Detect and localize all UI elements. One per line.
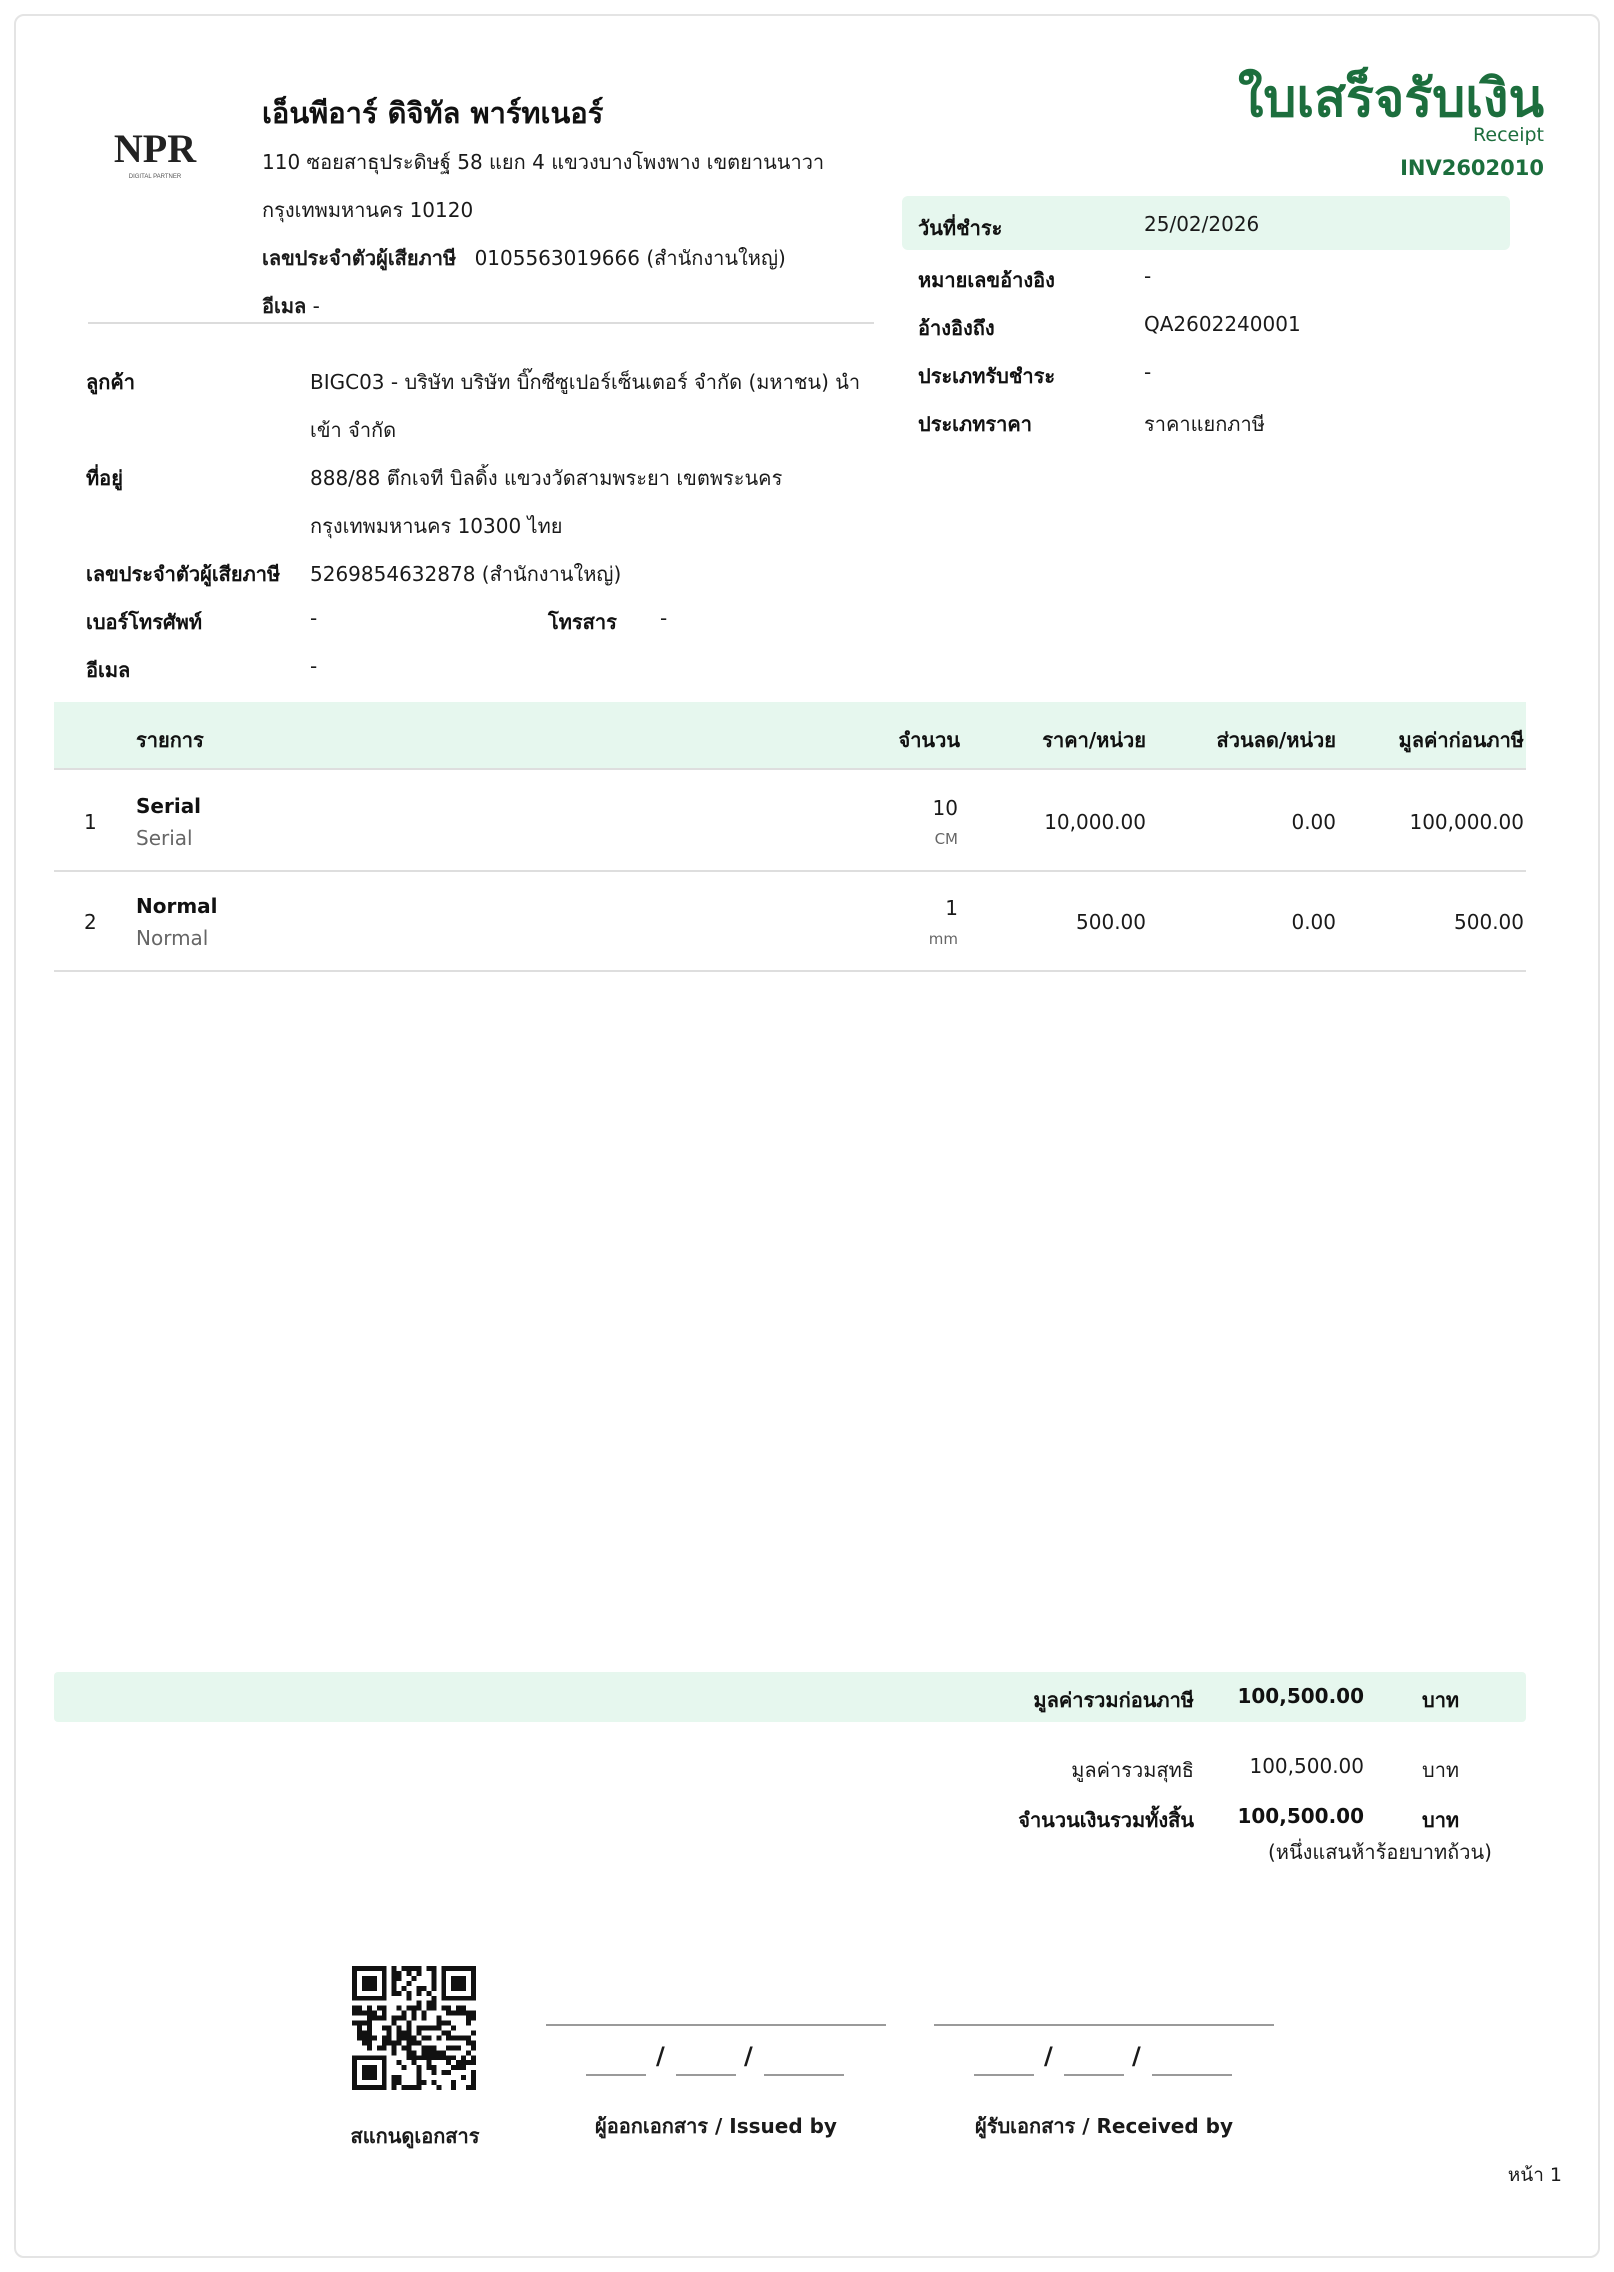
company-name: เอ็นพีอาร์ ดิจิทัล พาร์ทเนอร์ [262, 96, 604, 130]
header-amount: มูลค่าก่อนภาษี [1398, 728, 1524, 752]
customer-tax-id-value: 5269854632878 (สำนักงานใหญ่) [310, 562, 622, 586]
customer-label: ลูกค้า [86, 370, 135, 394]
row-1-amount: 100,000.00 [1409, 810, 1524, 834]
grand-total-currency: บาท [1422, 1808, 1460, 1832]
table-divider [54, 870, 1526, 872]
company-email-value: - [312, 294, 320, 318]
meta-label-payment-date: วันที่ชำระ [918, 216, 1003, 240]
net-total-value: 100,500.00 [1249, 1754, 1364, 1778]
net-total-currency: บาท [1422, 1758, 1460, 1782]
company-tax-id-label: เลขประจำตัวผู้เสียภาษี [262, 246, 457, 270]
header-discount: ส่วนลด/หน่วย [1216, 728, 1336, 752]
header-item: รายการ [136, 728, 204, 752]
issued-by-label: ผู้ออกเอกสาร / Issued by [595, 2114, 837, 2138]
row-2-qty: 1 [945, 896, 958, 920]
row-1-number: 1 [84, 810, 97, 834]
svg-text:NPR: NPR [113, 126, 197, 171]
customer-address-line2: กรุงเทพมหานคร 10300 ไทย [310, 514, 563, 538]
received-by-date-day [974, 2074, 1034, 2076]
net-total-label: มูลค่ารวมสุทธิ [1071, 1758, 1194, 1782]
customer-address-label: ที่อยู่ [86, 466, 123, 490]
issued-by-date-slash: / [744, 2042, 753, 2070]
svg-text:DIGITAL PARTNER: DIGITAL PARTNER [128, 174, 182, 180]
meta-value-reference-to: QA2602240001 [1144, 312, 1301, 336]
company-email-label: อีเมล [262, 294, 307, 318]
row-1-discount: 0.00 [1291, 810, 1336, 834]
customer-email-value: - [310, 654, 318, 678]
meta-value-reference-no: - [1144, 264, 1152, 288]
row-2-number: 2 [84, 910, 97, 934]
table-divider [54, 970, 1526, 972]
customer-phone-value: - [310, 606, 318, 630]
header-divider [88, 322, 874, 324]
row-2-amount: 500.00 [1454, 910, 1524, 934]
customer-address-line1: 888/88 ตึกเจที บิลดิ้ง แขวงวัดสามพระยา เขตพระนคร [310, 466, 783, 490]
received-by-date-slash: / [1044, 2042, 1053, 2070]
received-by-label: ผู้รับเอกสาร / Received by [975, 2114, 1233, 2138]
row-1-description: Serial [136, 826, 193, 850]
subtotal-label: มูลค่ารวมก่อนภาษี [1033, 1688, 1194, 1712]
customer-fax-value: - [660, 606, 668, 630]
amount-in-words: (หนึ่งแสนห้าร้อยบาทถ้วน) [1267, 1840, 1492, 1864]
customer-name-line1: BIGC03 - บริษัท บริษัท บิ๊กซีซูเปอร์เซ็นเตอร์ จำกัด (มหาชน) นำ [310, 370, 861, 394]
company-email [262, 290, 320, 322]
company-tax-id-value: 0105563019666 (สำนักงานใหญ่) [474, 246, 786, 270]
customer-fax-label: โทรสาร [548, 610, 617, 634]
subtotal-value: 100,500.00 [1237, 1684, 1364, 1708]
grand-total-value: 100,500.00 [1237, 1804, 1364, 1828]
row-1-qty: 10 [932, 796, 958, 820]
received-by-date-slash: / [1132, 2042, 1141, 2070]
meta-label-payment-type: ประเภทรับชำระ [918, 364, 1056, 388]
qr-label: สแกนดูเอกสาร [350, 2124, 480, 2148]
qr-code-icon[interactable] [352, 1966, 476, 2090]
row-2-description: Normal [136, 926, 209, 950]
receipt-page [14, 14, 1600, 2258]
issued-by-signature-line [546, 2024, 886, 2026]
issued-by-date-day [586, 2074, 646, 2076]
row-1-unit: CM [934, 830, 958, 848]
header-qty: จำนวน [898, 728, 960, 752]
issued-by-date-month [676, 2074, 736, 2076]
customer-phone-label: เบอร์โทรศัพท์ [86, 610, 203, 634]
issued-by-date-slash: / [656, 2042, 665, 2070]
customer-tax-id-label: เลขประจำตัวผู้เสียภาษี [86, 562, 281, 586]
company-address-line2: กรุงเทพมหานคร 10120 [262, 198, 474, 222]
received-by-signature-line [934, 2024, 1274, 2026]
company-tax-id [262, 242, 786, 274]
meta-label-price-type: ประเภทราคา [918, 412, 1032, 436]
meta-value-payment-date: 25/02/2026 [1144, 212, 1260, 236]
grand-total-label: จำนวนเงินรวมทั้งสิ้น [1018, 1808, 1194, 1832]
company-address-line1: 110 ซอยสาธุประดิษฐ์ 58 แยก 4 แขวงบางโพงพาง เขตยานนาวา [262, 150, 825, 174]
document-number: INV2602010 [1400, 156, 1544, 180]
page-number: หน้า 1 [1507, 2164, 1562, 2186]
meta-label-reference-to: อ้างอิงถึง [918, 316, 995, 340]
meta-value-payment-type: - [1144, 360, 1152, 384]
customer-name-line2: เข้า จำกัด [310, 418, 397, 442]
document-title: ใบเสร็จรับเงิน [1238, 69, 1544, 129]
meta-label-reference-no: หมายเลขอ้างอิง [918, 268, 1055, 292]
table-divider [54, 768, 1526, 770]
row-2-name: Normal [136, 894, 218, 918]
row-1-price: 10,000.00 [1044, 810, 1146, 834]
row-2-discount: 0.00 [1291, 910, 1336, 934]
customer-email-label: อีเมล [86, 658, 131, 682]
row-1-name: Serial [136, 794, 202, 818]
meta-value-price-type: ราคาแยกภาษี [1144, 412, 1265, 436]
company-logo [100, 120, 210, 190]
document-subtitle: Receipt [1473, 124, 1544, 146]
received-by-date-month [1064, 2074, 1124, 2076]
row-2-unit: mm [928, 930, 958, 948]
row-2-price: 500.00 [1076, 910, 1146, 934]
header-price: ราคา/หน่วย [1042, 728, 1146, 752]
issued-by-date-year [764, 2074, 844, 2076]
received-by-date-year [1152, 2074, 1232, 2076]
subtotal-currency: บาท [1422, 1688, 1460, 1712]
